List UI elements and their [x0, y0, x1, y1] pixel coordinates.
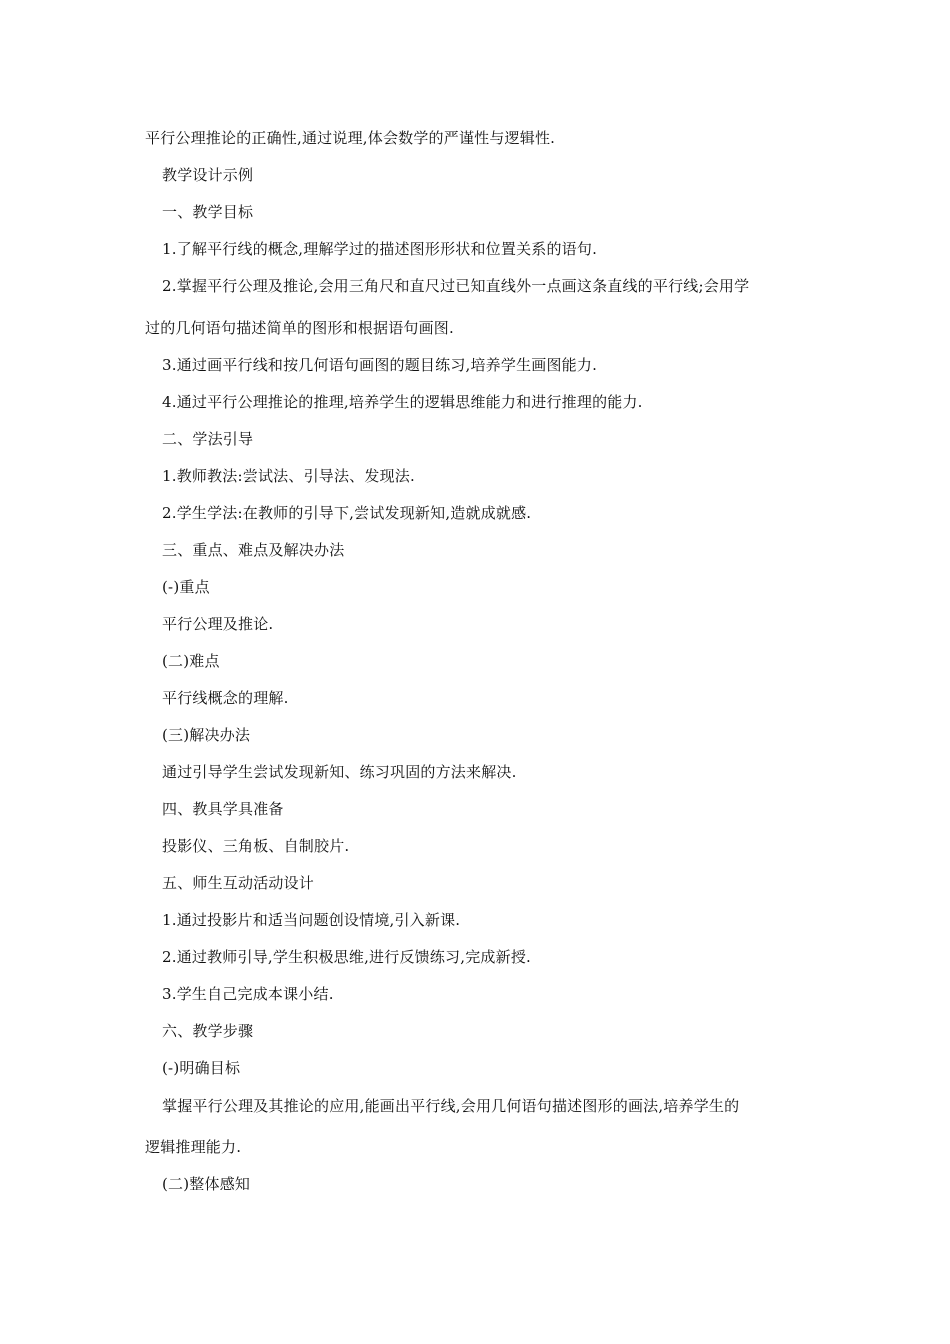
paragraph-line: 掌握平行公理及其推论的应用,能画出平行线,会用几何语句描述图形的画法,培养学生的 [162, 1097, 740, 1115]
paragraph-line-continuation: 逻辑推理能力. [145, 1138, 242, 1156]
paragraph-line: 投影仪、三角板、自制胶片. [162, 837, 350, 855]
section-heading: 六、教学步骤 [162, 1022, 254, 1040]
section-heading: 二、学法引导 [162, 430, 254, 448]
list-item: 2.学生学法:在教师的引导下,尝试发现新知,造就成就感. [162, 504, 532, 522]
list-item-continuation: 过的几何语句描述简单的图形和根据语句画图. [145, 319, 454, 337]
paragraph-line: 平行公理及推论. [162, 615, 274, 633]
list-item: 1.通过投影片和适当问题创设情境,引入新课. [162, 911, 461, 929]
list-item: 1.教师教法:尝试法、引导法、发现法. [162, 467, 415, 485]
subsection-heading: (-)重点 [162, 578, 210, 596]
section-heading: 三、重点、难点及解决办法 [162, 541, 345, 559]
section-heading: 一、教学目标 [162, 203, 254, 221]
section-heading: 四、教具学具准备 [162, 800, 284, 818]
subsection-heading: (二)难点 [162, 652, 220, 670]
paragraph-line: 平行公理推论的正确性,通过说理,体会数学的严谨性与逻辑性. [145, 129, 556, 147]
subsection-heading: (-)明确目标 [162, 1059, 241, 1077]
list-item: 3.通过画平行线和按几何语句画图的题目练习,培养学生画图能力. [162, 356, 598, 374]
list-item: 3.学生自己完成本课小结. [162, 985, 334, 1003]
list-item: 2.通过教师引导,学生积极思维,进行反馈练习,完成新授. [162, 948, 531, 966]
subsection-heading: (二)整体感知 [162, 1175, 251, 1193]
list-item: 1.了解平行线的概念,理解学过的描述图形形状和位置关系的语句. [162, 240, 598, 258]
list-item: 4.通过平行公理推论的推理,培养学生的逻辑思维能力和进行推理的能力. [162, 393, 643, 411]
subsection-heading: (三)解决办法 [162, 726, 251, 744]
list-item: 2.掌握平行公理及推论,会用三角尺和直尺过已知直线外一点画这条直线的平行线;会用学 [162, 277, 750, 295]
paragraph-line: 通过引导学生尝试发现新知、练习巩固的方法来解决. [162, 763, 517, 781]
paragraph-line: 平行线概念的理解. [162, 689, 289, 707]
section-heading: 五、师生互动活动设计 [162, 874, 315, 892]
section-title: 教学设计示例 [162, 166, 254, 184]
